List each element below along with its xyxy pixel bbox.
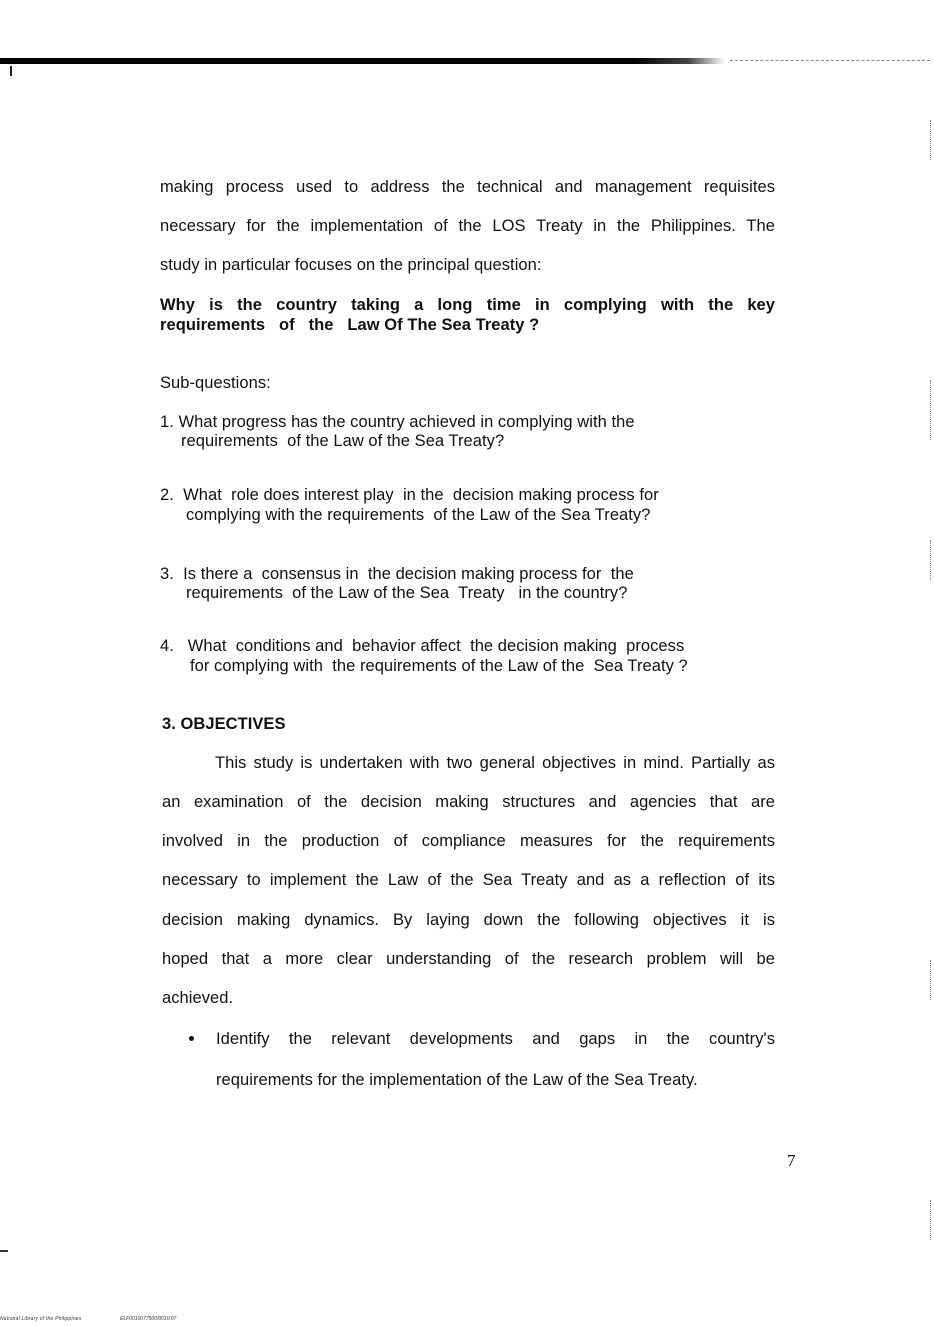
bullet-icon xyxy=(189,1036,194,1041)
sub-question-line: for complying with the requirements of the Law of the Sea Treaty ? xyxy=(190,657,688,675)
text-line: necessary for the implementation of the LOS Treaty in the Philippines. The xyxy=(160,217,775,235)
bullet-line: Identify the relevant developments and gaps in the country's xyxy=(216,1030,775,1048)
text-line: study in particular focuses on the principal question: xyxy=(160,256,542,274)
scan-top-edge-dashes xyxy=(730,60,930,62)
scan-speckle xyxy=(930,540,932,580)
text-line: necessary to implement the Law of the Sea Treaty and as a reflection of its xyxy=(162,871,775,889)
sub-question-line: complying with the requirements of the Law of the Sea Treaty? xyxy=(186,506,651,524)
sub-question-line: 1. What progress has the country achieved in complying with the xyxy=(160,413,635,431)
text-line: hoped that a more clear understanding of the research problem will be xyxy=(162,950,775,968)
question-line: requirements of the Law Of The Sea Treaty ? xyxy=(160,316,540,334)
scan-mark xyxy=(10,66,12,76)
page-number: 7 xyxy=(787,1151,796,1170)
bullet-line: requirements for the implementation of the Law of the Sea Treaty. xyxy=(216,1071,698,1089)
sub-questions-heading: Sub-questions: xyxy=(160,374,271,392)
sub-question-line: 2. What role does interest play in the decision making process for xyxy=(160,486,659,504)
text-line: an examination of the decision making structures and agencies that are xyxy=(162,793,775,811)
scan-speckle xyxy=(930,380,932,440)
text-line: decision making dynamics. By laying down the following objectives it is xyxy=(162,911,775,929)
question-line: Why is the country taking a long time in complying with the key xyxy=(160,296,775,314)
sub-question-line: requirements of the Law of the Sea Treaty? xyxy=(181,432,505,450)
sub-question-line: requirements of the Law of the Sea Treaty in the country? xyxy=(186,584,628,602)
text-line: This study is undertaken with two general objectives in mind. Partially as xyxy=(215,754,775,772)
objectives-heading: 3. OBJECTIVES xyxy=(162,715,286,733)
scan-speckle xyxy=(930,960,932,1000)
scan-speckle xyxy=(0,1250,8,1252)
text-line: involved in the production of compliance measures for the requirements xyxy=(162,832,775,850)
text-line: achieved. xyxy=(162,989,234,1007)
scan-speckle xyxy=(930,120,932,160)
sub-question-line: 4. What conditions and behavior affect the decision making process xyxy=(160,637,685,655)
text-line: making process used to address the technical and management requisites xyxy=(160,178,775,196)
scan-speckle xyxy=(930,1200,932,1240)
footer-library-text: National Library of the Philippines xyxy=(0,1316,82,1322)
footer-record-id: ELF0010077500/0010.07 xyxy=(120,1316,177,1322)
sub-question-line: 3. Is there a consensus in the decision making process for the xyxy=(160,565,634,583)
